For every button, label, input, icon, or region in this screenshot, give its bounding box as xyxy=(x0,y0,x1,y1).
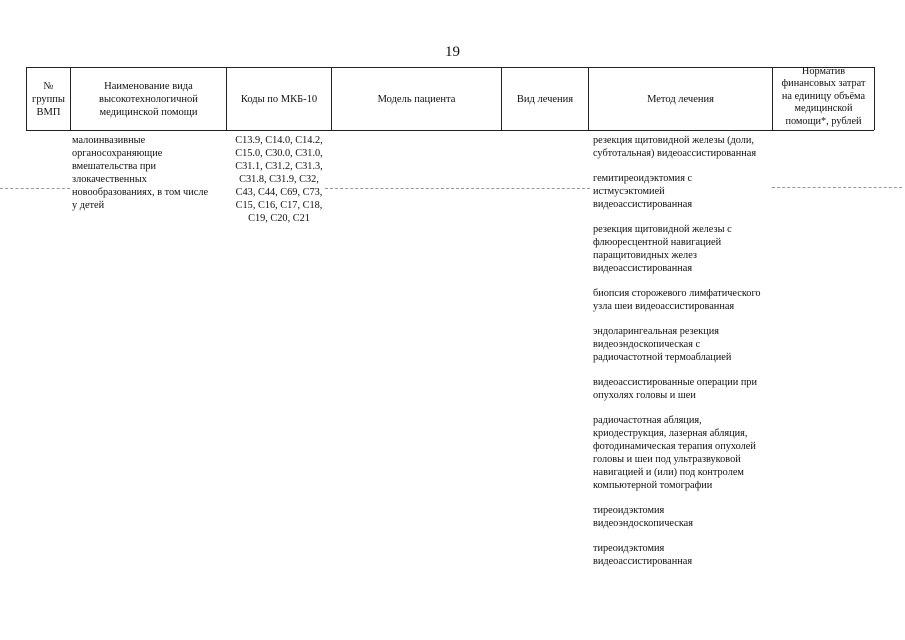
method-line: резекция щитовидной железы с xyxy=(593,224,732,235)
method-line: видеоассистированная xyxy=(593,199,693,210)
page-number: 19 xyxy=(445,44,460,60)
method-line: тиреоидэктомия xyxy=(593,505,665,516)
icd-code-line: C15.0, C30.0, C31.0, xyxy=(235,148,323,159)
method-item xyxy=(593,376,773,402)
method-line: тиреоидэктомия xyxy=(593,543,665,554)
care-name-line: вмешательства при xyxy=(72,161,157,172)
method-line: головы и шеи под ультразвуковой xyxy=(593,454,741,465)
header-cost-norm xyxy=(773,64,874,130)
method-line: паращитовидных желез xyxy=(593,250,697,261)
scan-artifact-line xyxy=(325,188,590,190)
method-item xyxy=(593,172,773,211)
method-item xyxy=(593,223,773,275)
header-text: № xyxy=(43,80,54,92)
scan-artifact-line xyxy=(772,187,902,189)
icd-code-line: C31.8, C31.9, C32, xyxy=(239,174,319,185)
method-line: опухолях головы и шеи xyxy=(593,390,696,401)
method-line: гемитиреоидэктомия с xyxy=(593,173,693,184)
header-text: Вид лечения xyxy=(516,93,574,105)
method-line: видеоэндоскопическая с xyxy=(593,339,701,350)
header-group-number xyxy=(27,68,70,130)
icd-code-line: C43, C44, C69, C73, xyxy=(235,187,323,198)
icd-code-line: C15, C16, C17, C18, xyxy=(235,200,323,211)
header-icd-codes xyxy=(227,68,331,130)
method-line: радиочастотной термоаблацией xyxy=(593,352,732,363)
method-line: фотодинамическая терапия опухолей xyxy=(593,441,756,452)
method-line: флюоресцентной навигацией xyxy=(593,237,722,248)
icd-code-line: C13.9, C14.0, C14.2, xyxy=(235,135,323,146)
table-header-bottom-border xyxy=(26,130,874,131)
method-item xyxy=(593,134,773,160)
method-line: радиочастотная абляция, xyxy=(593,415,702,426)
header-care-name xyxy=(71,68,226,130)
method-item xyxy=(593,414,773,492)
header-text: группы xyxy=(32,93,65,105)
care-name-line: органосохраняющие xyxy=(72,148,163,159)
header-text: Метод лечения xyxy=(647,93,714,105)
header-text: медицинской xyxy=(794,103,853,115)
method-item xyxy=(593,504,773,530)
header-text: Коды по МКБ-10 xyxy=(240,93,318,105)
method-item xyxy=(593,287,773,313)
method-item xyxy=(593,542,773,568)
header-text: помощи*, рублей xyxy=(785,115,862,127)
header-text: на единицу объёма xyxy=(781,90,866,102)
table-right-border xyxy=(874,67,875,130)
header-treatment-type xyxy=(502,68,588,130)
header-text: ВМП xyxy=(36,106,61,118)
header-text: высокотехнологичной xyxy=(99,93,198,105)
method-line: истмусэктомией xyxy=(593,186,665,197)
treatment-methods-cell xyxy=(593,134,773,580)
method-line: узла шеи видеоассистированная xyxy=(593,301,735,312)
header-text: Наименование вида xyxy=(104,80,193,92)
header-text: финансовых затрат xyxy=(781,78,866,90)
header-text: Модель пациента xyxy=(377,93,456,105)
method-line: биопсия сторожевого лимфатического xyxy=(593,288,761,299)
method-line: видеоассистированные операции при xyxy=(593,377,758,388)
scan-artifact-line xyxy=(0,188,70,190)
method-line: субтотальная) видеоассистированная xyxy=(593,148,757,159)
method-line: эндоларингеальная резекция xyxy=(593,326,719,337)
icd-code-line: C19, C20, C21 xyxy=(248,213,310,224)
method-line: навигацией и (или) под контролем xyxy=(593,467,744,478)
method-item xyxy=(593,325,773,364)
header-text: медицинской помощи xyxy=(99,106,198,118)
method-line: резекция щитовидной железы (доли, xyxy=(593,135,754,146)
care-name-line: злокачественных xyxy=(72,174,147,185)
care-name-cell xyxy=(72,134,228,212)
method-line: видеоассистированная xyxy=(593,556,693,567)
header-text: Норматив xyxy=(801,65,846,77)
method-line: видеоэндоскопическая xyxy=(593,518,693,529)
method-line: криодеструкция, лазерная абляция, xyxy=(593,428,748,439)
care-name-line: новообразованиях, в том числе xyxy=(72,187,209,198)
icd-code-line: C31.1, C31.2, C31.3, xyxy=(235,161,323,172)
header-patient-model xyxy=(332,68,501,130)
method-line: компьютерной томографии xyxy=(593,480,713,491)
header-treatment-method xyxy=(589,68,772,130)
icd-codes-cell xyxy=(226,134,332,225)
method-line: видеоассистированная xyxy=(593,263,693,274)
care-name-line: малоинвазивные xyxy=(72,135,146,146)
care-name-line: у детей xyxy=(72,200,105,211)
